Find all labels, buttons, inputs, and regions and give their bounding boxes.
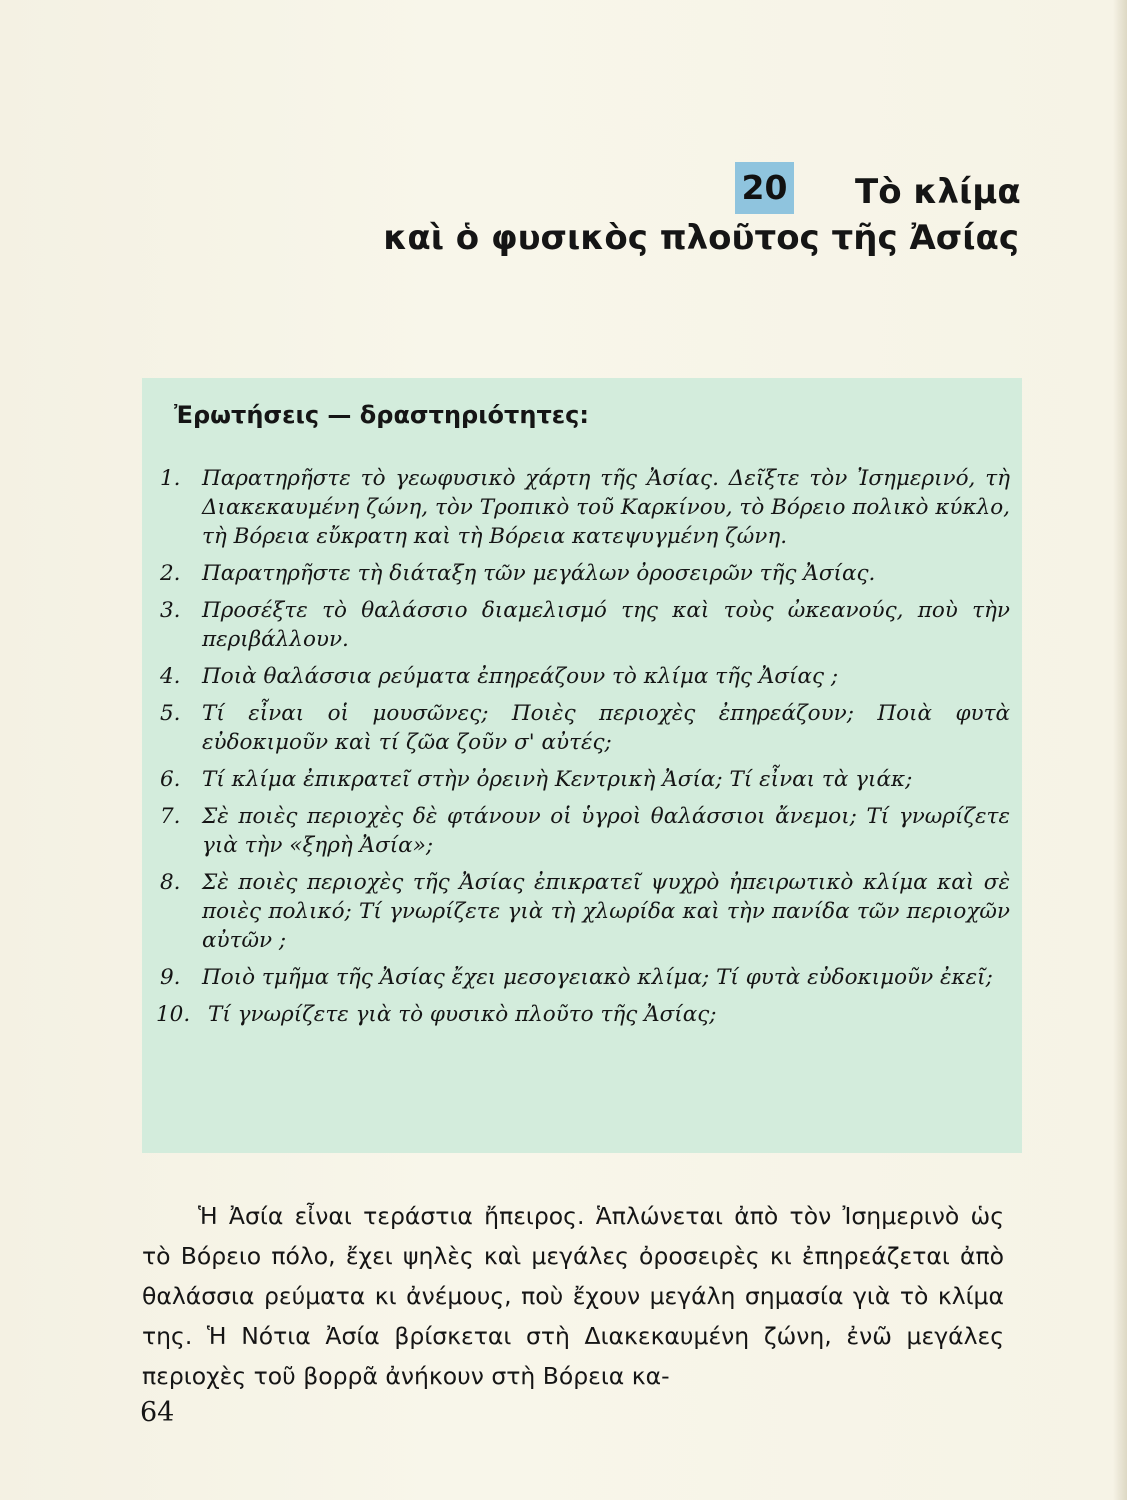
- question-text: Παρατηρῆστε τὴ διάταξη τῶν μεγάλων ὀροσειρῶν τῆς Ἀσίας.: [202, 561, 876, 586]
- question-text: Σὲ ποιὲς περιοχὲς δὲ φτάνουν οἱ ὑγροὶ θαλάσσιοι ἄνεμοι; Τί γνωρίζετε γιὰ τὴν «ξηρὴ Ἀσία»;: [202, 804, 1010, 858]
- question-text: Τί κλίμα ἐπικρατεῖ στὴν ὀρεινὴ Κεντρικὴ Ἀσία; Τί εἶναι τὰ γιάκ;: [202, 767, 913, 792]
- body-paragraph: Ἡ Ἀσία εἶναι τεράστια ἤπειρος. Ἁπλώνεται ἀπὸ τὸν Ἰσημερινὸ ὡς τὸ Βόρειο πόλο, ἔχει ψηλὲς καὶ μεγάλες ὀροσειρὲς κι ἐπηρεάζεται ἀπὸ θαλάσσια ρεύματα κι ἀνέμους, ποὺ ἔχουν μεγάλη σημασία γιὰ τὸ κλίμα της. Ἡ Νότια Ἀσία βρίσκεται στὴ Διακεκαυμένη ζώνη, ἐνῶ μεγάλες περιοχὲς τοῦ βορρᾶ ἀνήκουν στὴ Βόρεια κα-: [142, 1202, 1004, 1390]
- question-text: Ποιὸ τμῆμα τῆς Ἀσίας ἔχει μεσογειακὸ κλίμα; Τί φυτὰ εὐδοκιμοῦν ἐκεῖ;: [202, 965, 993, 990]
- question-text: Παρατηρῆστε τὸ γεωφυσικὸ χάρτη τῆς Ἀσίας. Δεῖξτε τὸν Ἰσημερινό, τὴ Διακεκαυμένη ζώνη, τὸν Τροπικὸ τοῦ Καρκίνου, τὸ Βόρειο πολικὸ κύκλο, τὴ Βόρεια εὔκρατη καὶ τὴ Βόρεια κατεψυγμένη ζώνη.: [202, 466, 1010, 549]
- page-number: 64: [140, 1397, 175, 1428]
- question-number: 4.: [160, 664, 181, 689]
- question-item: [160, 662, 1010, 691]
- question-text: Τί εἶναι οἱ μουσῶνες; Ποιὲς περιοχὲς ἐπηρεάζουν; Ποιὰ φυτὰ εὐδοκιμοῦν καὶ τί ζῶα ζοῦν σ' αὐτές;: [202, 701, 1010, 755]
- question-item: [160, 559, 1010, 588]
- question-text: Ποιὰ θαλάσσια ρεύματα ἐπηρεάζουν τὸ κλίμα τῆς Ἀσίας ;: [202, 664, 839, 689]
- question-number: 7.: [160, 804, 181, 829]
- question-item: [160, 464, 1010, 551]
- question-number: 10.: [156, 1002, 191, 1027]
- question-number: 6.: [160, 767, 181, 792]
- question-item: [156, 1000, 1010, 1029]
- question-text: Σὲ ποιὲς περιοχὲς τῆς Ἀσίας ἐπικρατεῖ ψυχρὸ ἠπειρωτικὸ κλίμα καὶ σὲ ποιὲς πολικό; Τί γνωρίζετε γιὰ τὴ χλωρίδα καὶ τὴν πανίδα τῶν περιοχῶν αὐτῶν ;: [202, 870, 1010, 953]
- questions-heading: Ἐρωτήσεις — δραστηριότητες:: [174, 401, 589, 429]
- question-number: 9.: [160, 965, 181, 990]
- question-item: [160, 596, 1010, 654]
- chapter-title-line-1: Τὸ κλίμα: [855, 172, 1021, 212]
- chapter-title-line-2: καὶ ὁ φυσικὸς πλοῦτος τῆς Ἀσίας: [383, 218, 1019, 258]
- question-number: 1.: [160, 466, 181, 491]
- question-item: [160, 802, 1010, 860]
- question-number: 3.: [160, 598, 181, 623]
- question-number: 8.: [160, 870, 181, 895]
- question-item: [160, 699, 1010, 757]
- question-number: 5.: [160, 701, 181, 726]
- questions-box: [142, 378, 1022, 1153]
- question-item: [160, 765, 1010, 794]
- question-number: 2.: [160, 561, 181, 586]
- question-item: [160, 963, 1010, 992]
- question-text: Τί γνωρίζετε γιὰ τὸ φυσικὸ πλοῦτο τῆς Ἀσίας;: [208, 1002, 717, 1027]
- questions-list: [156, 464, 1010, 1037]
- question-text: Προσέξτε τὸ θαλάσσιο διαμελισμό της καὶ τοὺς ὠκεανούς, ποὺ τὴν περιβάλλουν.: [202, 598, 1010, 652]
- page-edge-shadow: [1113, 0, 1127, 1500]
- question-item: [160, 868, 1010, 955]
- chapter-number-badge: 20: [735, 162, 794, 214]
